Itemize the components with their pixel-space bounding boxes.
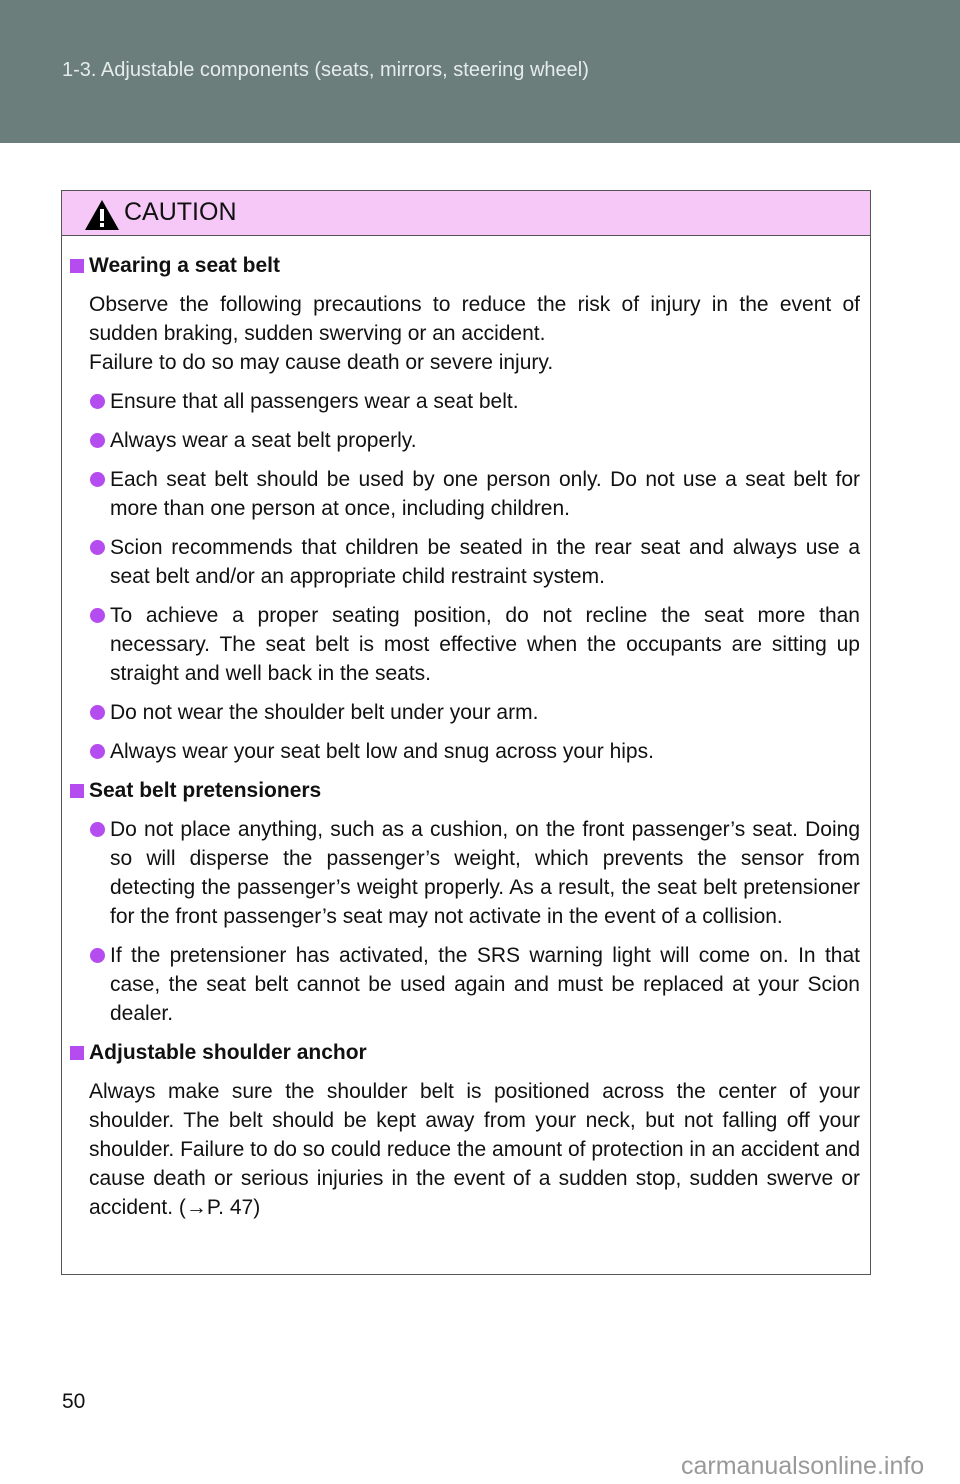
page-number: 50	[62, 1390, 86, 1413]
section-heading: Wearing a seat belt	[68, 251, 860, 280]
watermark: carmanualsonline.info	[681, 1452, 925, 1480]
bullet-item: If the pretensioner has activated, the SRS warning light will come on. In that case, the seat belt cannot be used again and must be replaced at your Scion dealer.	[110, 941, 860, 1028]
bullet-item: Always wear your seat belt low and snug across your hips.	[110, 737, 860, 766]
bullet-item: Do not place anything, such as a cushion, on the front passenger’s seat. Doing so will disperse the passenger’s weight, which prevents the sensor from detecting the passenger’s weight properly. As a result, the seat belt pretensioner for the front passenger’s seat may not activate in the event of a collision.	[110, 815, 860, 931]
section-header	[0, 0, 960, 143]
caution-title: CAUTION	[124, 198, 237, 226]
caution-box	[61, 190, 871, 1275]
section-heading: Adjustable shoulder anchor	[68, 1038, 860, 1067]
bullet-item: Always wear a seat belt properly.	[110, 426, 860, 455]
section-heading: Seat belt pretensioners	[68, 776, 860, 805]
bullet-item: Ensure that all passengers wear a seat belt.	[110, 387, 860, 416]
warning-triangle-icon	[84, 199, 120, 231]
paragraph: Always make sure the shoulder belt is positioned across the center of your shoulder. The belt should be kept away from your neck, but not falling off your shoulder. Failure to do so could reduce the amount of protection in an accident and cause death or serious injuries in the event of a sudden stop, sudden swerve or accident. (→P. 47)	[89, 1080, 860, 1219]
caution-content	[62, 235, 870, 1232]
section-title: 1-3. Adjustable components (seats, mirrors, steering wheel)	[62, 59, 589, 81]
bullet-item: Each seat belt should be used by one person only. Do not use a seat belt for more than one person at once, including children.	[110, 465, 860, 523]
bullet-item: Scion recommends that children be seated in the rear seat and always use a seat belt and/or an appropriate child restraint system.	[110, 533, 860, 591]
paragraph: Failure to do so may cause death or severe injury.	[89, 351, 554, 374]
bullet-item: Do not wear the shoulder belt under your arm.	[110, 698, 860, 727]
bullet-item: To achieve a proper seating position, do not recline the seat more than necessary. The seat belt is most effective when the occupants are sitting up straight and well back in the seats.	[110, 601, 860, 688]
paragraph: Observe the following precautions to reduce the risk of injury in the event of sudden braking, sudden swerving or an accident.	[89, 293, 860, 345]
caution-header	[62, 191, 870, 236]
